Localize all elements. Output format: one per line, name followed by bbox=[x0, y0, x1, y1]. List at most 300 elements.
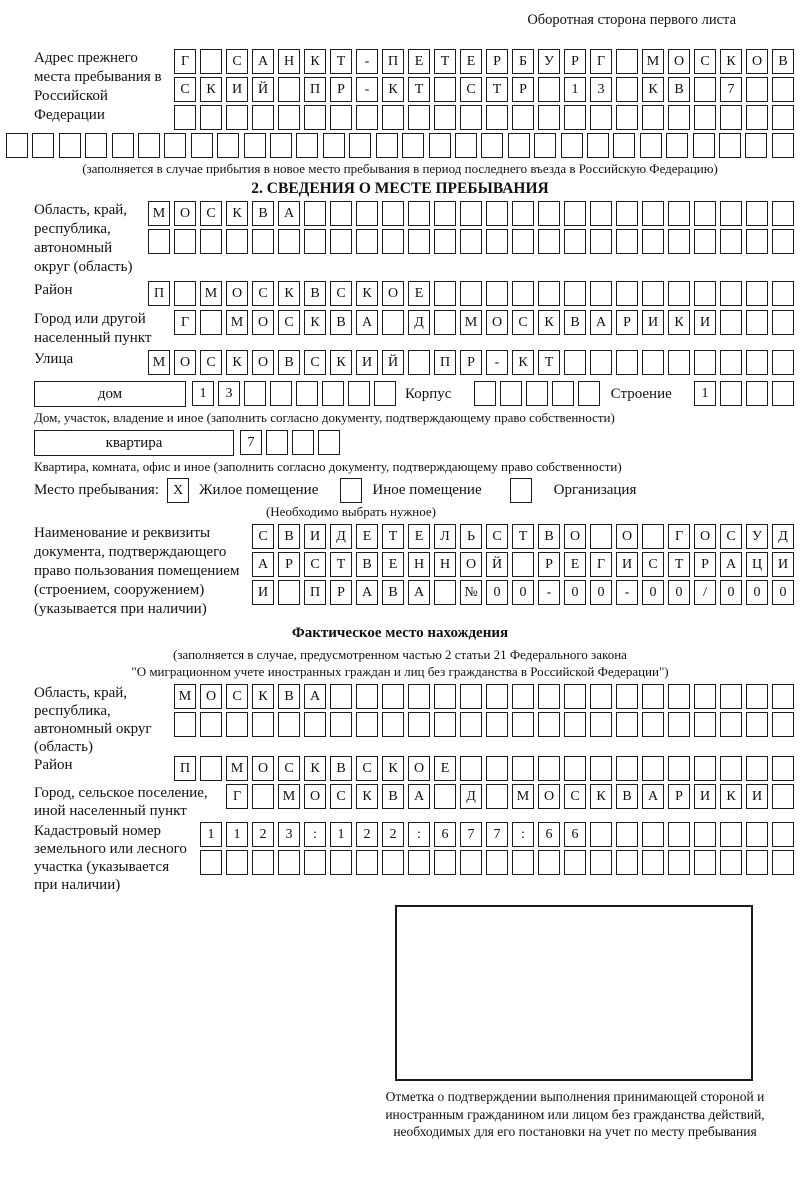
actual-location-note-1: (заполняется в случае, предусмотренном частью 2 статьи 21 Федерального закона bbox=[173, 647, 627, 662]
char-box: 0 bbox=[720, 580, 742, 605]
char-box bbox=[772, 310, 794, 335]
char-box bbox=[508, 133, 530, 158]
char-box bbox=[304, 712, 326, 737]
char-box bbox=[226, 850, 248, 875]
registration-stamp-caption: Отметка о подтверждении выполнения принимающей стороной и иностранным гражданином или лицом без гражданства действий, необходимых для его постановки на учет по месту пребывания bbox=[385, 1089, 765, 1139]
char-box bbox=[455, 133, 477, 158]
char-box bbox=[356, 712, 378, 737]
cadastral-row-2 bbox=[200, 850, 794, 875]
char-box bbox=[304, 229, 326, 254]
char-box bbox=[200, 49, 222, 74]
street-row bbox=[148, 350, 794, 375]
char-box bbox=[200, 712, 222, 737]
char-box: И bbox=[304, 524, 326, 549]
char-box: К bbox=[590, 784, 612, 809]
char-box: О bbox=[382, 281, 404, 306]
char-box: Р bbox=[460, 350, 482, 375]
char-box bbox=[642, 350, 664, 375]
char-box bbox=[278, 712, 300, 737]
char-box: Й bbox=[382, 350, 404, 375]
house-block bbox=[6, 381, 794, 407]
char-box: О bbox=[460, 552, 482, 577]
char-box bbox=[200, 756, 222, 781]
char-box bbox=[376, 133, 398, 158]
char-box bbox=[616, 49, 638, 74]
actual-location-note-2: "О миграционном учете иностранных граждан и лиц без гражданства в Российской Федерации") bbox=[131, 664, 669, 679]
char-box bbox=[330, 684, 352, 709]
previous-address-note: (заполняется в случае прибытия в новое место пребывания в период последнего въезда в Российскую Федерацию) bbox=[82, 161, 718, 176]
char-box: В bbox=[772, 49, 794, 74]
char-box: 0 bbox=[772, 580, 794, 605]
char-box: : bbox=[408, 822, 430, 847]
char-box: А bbox=[356, 580, 378, 605]
char-box bbox=[720, 756, 742, 781]
char-box bbox=[746, 850, 768, 875]
char-box: В bbox=[278, 350, 300, 375]
char-box: Г bbox=[668, 524, 690, 549]
char-box: О bbox=[694, 524, 716, 549]
char-box bbox=[296, 381, 318, 406]
char-box: К bbox=[330, 350, 352, 375]
char-box bbox=[434, 850, 456, 875]
char-box bbox=[304, 105, 326, 130]
char-box bbox=[434, 310, 456, 335]
char-box bbox=[460, 281, 482, 306]
char-box: Р bbox=[616, 310, 638, 335]
char-box: О bbox=[174, 201, 196, 226]
char-box: 1 bbox=[226, 822, 248, 847]
stay-option-checkbox-organization bbox=[510, 478, 532, 503]
actual-location-title: Фактическое место нахождения bbox=[291, 625, 509, 641]
char-box bbox=[217, 133, 239, 158]
char-box bbox=[746, 381, 768, 406]
char-box bbox=[252, 229, 274, 254]
char-box bbox=[486, 712, 508, 737]
char-box: М bbox=[642, 49, 664, 74]
char-box: О bbox=[226, 281, 248, 306]
char-box: М bbox=[174, 684, 196, 709]
char-box bbox=[304, 201, 326, 226]
previous-address-row-3 bbox=[174, 105, 794, 130]
char-box bbox=[590, 756, 612, 781]
char-box: О bbox=[746, 49, 768, 74]
char-box: В bbox=[278, 684, 300, 709]
char-box: Е bbox=[408, 524, 430, 549]
char-box bbox=[434, 712, 456, 737]
char-box: - bbox=[538, 580, 560, 605]
char-box bbox=[252, 712, 274, 737]
char-box: С bbox=[564, 784, 586, 809]
char-box bbox=[772, 133, 794, 158]
char-box bbox=[590, 229, 612, 254]
char-box bbox=[278, 850, 300, 875]
char-box bbox=[720, 822, 742, 847]
char-box bbox=[720, 201, 742, 226]
char-box bbox=[642, 201, 664, 226]
char-box: О bbox=[408, 756, 430, 781]
city-label: Город или другой населенный пункт bbox=[34, 311, 152, 346]
char-box: 6 bbox=[564, 822, 586, 847]
char-box bbox=[512, 105, 534, 130]
char-box bbox=[512, 201, 534, 226]
char-box bbox=[552, 381, 574, 406]
char-box bbox=[486, 756, 508, 781]
char-box: А bbox=[278, 201, 300, 226]
char-box bbox=[349, 133, 371, 158]
char-box: А bbox=[408, 580, 430, 605]
char-box: И bbox=[642, 310, 664, 335]
char-box bbox=[434, 77, 456, 102]
char-box: А bbox=[304, 684, 326, 709]
char-box bbox=[564, 201, 586, 226]
char-box: С bbox=[304, 350, 326, 375]
char-box: Г bbox=[174, 49, 196, 74]
char-box bbox=[587, 133, 609, 158]
char-box bbox=[590, 712, 612, 737]
stay-option-checkbox-other bbox=[340, 478, 362, 503]
char-box: Е bbox=[408, 281, 430, 306]
char-box: М bbox=[278, 784, 300, 809]
char-box bbox=[356, 229, 378, 254]
char-box: С bbox=[694, 49, 716, 74]
char-box bbox=[486, 201, 508, 226]
char-box bbox=[500, 381, 522, 406]
char-box bbox=[772, 850, 794, 875]
city-block bbox=[6, 310, 794, 348]
char-box: О bbox=[564, 524, 586, 549]
char-box: Т bbox=[538, 350, 560, 375]
char-box: К bbox=[304, 310, 326, 335]
char-box: В bbox=[616, 784, 638, 809]
char-box: С bbox=[330, 281, 352, 306]
char-box bbox=[534, 133, 556, 158]
char-box bbox=[640, 133, 662, 158]
char-box: К bbox=[382, 77, 404, 102]
char-box: В bbox=[330, 756, 352, 781]
char-box: К bbox=[226, 350, 248, 375]
char-box bbox=[460, 684, 482, 709]
char-box: К bbox=[512, 350, 534, 375]
char-box bbox=[564, 850, 586, 875]
char-box bbox=[642, 850, 664, 875]
char-box: Г bbox=[174, 310, 196, 335]
char-box bbox=[590, 822, 612, 847]
char-box bbox=[330, 105, 352, 130]
char-box: Н bbox=[434, 552, 456, 577]
char-box bbox=[112, 133, 134, 158]
right-document-row-3 bbox=[252, 580, 794, 605]
char-box: В bbox=[538, 524, 560, 549]
char-box bbox=[746, 684, 768, 709]
char-box: К bbox=[538, 310, 560, 335]
char-box: 2 bbox=[382, 822, 404, 847]
char-box bbox=[694, 850, 716, 875]
char-box: 2 bbox=[252, 822, 274, 847]
char-box: К bbox=[356, 784, 378, 809]
char-box bbox=[85, 133, 107, 158]
char-box: 7 bbox=[460, 822, 482, 847]
house-word-box: дом bbox=[34, 381, 186, 407]
char-box bbox=[668, 281, 690, 306]
char-box: М bbox=[148, 350, 170, 375]
char-box bbox=[720, 712, 742, 737]
char-box bbox=[590, 684, 612, 709]
char-box bbox=[148, 229, 170, 254]
char-box bbox=[772, 822, 794, 847]
char-box: К bbox=[226, 201, 248, 226]
house-number-row bbox=[192, 381, 396, 406]
char-box: Н bbox=[278, 49, 300, 74]
char-box bbox=[226, 712, 248, 737]
char-box bbox=[564, 684, 586, 709]
char-box bbox=[408, 229, 430, 254]
char-box: И bbox=[616, 552, 638, 577]
char-box bbox=[486, 684, 508, 709]
char-box bbox=[590, 201, 612, 226]
char-box bbox=[616, 684, 638, 709]
char-box: 0 bbox=[564, 580, 586, 605]
char-box: В bbox=[668, 77, 690, 102]
char-box bbox=[538, 229, 560, 254]
actual-region-label: Область, край, республика, автономный округ (область) bbox=[34, 685, 152, 755]
char-box bbox=[666, 133, 688, 158]
char-box: С bbox=[642, 552, 664, 577]
char-box: 0 bbox=[642, 580, 664, 605]
char-box bbox=[564, 756, 586, 781]
char-box bbox=[719, 133, 741, 158]
char-box bbox=[590, 850, 612, 875]
stroenie-label: Строение bbox=[610, 386, 672, 402]
char-box bbox=[694, 822, 716, 847]
stay-type-block bbox=[6, 478, 794, 503]
char-box: П bbox=[304, 580, 326, 605]
char-box: Р bbox=[330, 77, 352, 102]
previous-address-row-4 bbox=[6, 133, 794, 158]
char-box bbox=[460, 105, 482, 130]
char-box bbox=[382, 712, 404, 737]
char-box: К bbox=[642, 77, 664, 102]
char-box bbox=[382, 684, 404, 709]
cadastral-block bbox=[6, 822, 794, 894]
char-box bbox=[356, 105, 378, 130]
char-box: О bbox=[252, 310, 274, 335]
char-box: Т bbox=[512, 524, 534, 549]
char-box bbox=[746, 201, 768, 226]
actual-region-block bbox=[6, 684, 794, 756]
char-box bbox=[616, 229, 638, 254]
char-box: Ц bbox=[746, 552, 768, 577]
char-box bbox=[348, 381, 370, 406]
char-box: Е bbox=[382, 552, 404, 577]
char-box: С bbox=[200, 350, 222, 375]
char-box: Е bbox=[434, 756, 456, 781]
char-box: О bbox=[486, 310, 508, 335]
char-box: 3 bbox=[218, 381, 240, 406]
char-box: 0 bbox=[746, 580, 768, 605]
char-box bbox=[486, 105, 508, 130]
right-document-row-1 bbox=[252, 524, 794, 549]
char-box bbox=[642, 712, 664, 737]
char-box bbox=[191, 133, 213, 158]
char-box: / bbox=[694, 580, 716, 605]
char-box: Д bbox=[330, 524, 352, 549]
char-box bbox=[720, 381, 742, 406]
char-box bbox=[278, 580, 300, 605]
char-box: Т bbox=[434, 49, 456, 74]
char-box bbox=[745, 133, 767, 158]
region-block bbox=[6, 201, 794, 277]
char-box bbox=[408, 201, 430, 226]
char-box bbox=[642, 822, 664, 847]
char-box bbox=[174, 712, 196, 737]
char-box: 1 bbox=[192, 381, 214, 406]
char-box bbox=[512, 684, 534, 709]
char-box bbox=[408, 684, 430, 709]
char-box bbox=[374, 381, 396, 406]
char-box: И bbox=[694, 784, 716, 809]
char-box bbox=[330, 712, 352, 737]
char-box: К bbox=[304, 49, 326, 74]
char-box bbox=[244, 381, 266, 406]
char-box bbox=[429, 133, 451, 158]
char-box bbox=[720, 850, 742, 875]
char-box bbox=[512, 712, 534, 737]
char-box bbox=[772, 229, 794, 254]
char-box bbox=[434, 281, 456, 306]
previous-address-label: Адрес прежнего места пребывания в Российской Федерации bbox=[34, 50, 162, 123]
district-block bbox=[6, 281, 794, 306]
char-box: К bbox=[668, 310, 690, 335]
char-box bbox=[486, 281, 508, 306]
char-box bbox=[538, 201, 560, 226]
actual-region-row-1 bbox=[174, 684, 794, 709]
char-box: М bbox=[148, 201, 170, 226]
char-box bbox=[578, 381, 600, 406]
district-label: Район bbox=[34, 282, 73, 298]
apartment-number-row bbox=[240, 430, 340, 455]
actual-region-row-2 bbox=[174, 712, 794, 737]
stay-option-label-dwelling: Жилое помещение bbox=[199, 482, 319, 498]
char-box: 2 bbox=[356, 822, 378, 847]
char-box: С bbox=[200, 201, 222, 226]
char-box: П bbox=[434, 350, 456, 375]
char-box: Р bbox=[668, 784, 690, 809]
char-box bbox=[616, 281, 638, 306]
street-block bbox=[6, 350, 794, 375]
char-box: А bbox=[642, 784, 664, 809]
char-box bbox=[356, 201, 378, 226]
char-box bbox=[226, 105, 248, 130]
char-box bbox=[746, 756, 768, 781]
char-box bbox=[32, 133, 54, 158]
char-box bbox=[382, 310, 404, 335]
char-box bbox=[616, 77, 638, 102]
char-box bbox=[746, 822, 768, 847]
char-box bbox=[481, 133, 503, 158]
char-box bbox=[720, 310, 742, 335]
char-box bbox=[408, 350, 430, 375]
char-box: И bbox=[694, 310, 716, 335]
char-box bbox=[590, 524, 612, 549]
char-box bbox=[526, 381, 548, 406]
char-box bbox=[270, 133, 292, 158]
char-box: 6 bbox=[434, 822, 456, 847]
actual-district-block bbox=[6, 756, 794, 781]
char-box: Й bbox=[486, 552, 508, 577]
char-box: 7 bbox=[240, 430, 262, 455]
char-box: Т bbox=[408, 77, 430, 102]
korpus-label: Корпус bbox=[405, 386, 452, 402]
char-box: К bbox=[252, 684, 274, 709]
char-box bbox=[746, 310, 768, 335]
char-box: К bbox=[382, 756, 404, 781]
right-document-block bbox=[6, 524, 794, 619]
char-box bbox=[138, 133, 160, 158]
apartment-block bbox=[6, 430, 794, 456]
char-box: М bbox=[460, 310, 482, 335]
char-box: И bbox=[746, 784, 768, 809]
char-box: 3 bbox=[278, 822, 300, 847]
char-box bbox=[694, 201, 716, 226]
char-box bbox=[720, 229, 742, 254]
char-box bbox=[772, 784, 794, 809]
char-box bbox=[772, 350, 794, 375]
char-box: К bbox=[278, 281, 300, 306]
char-box: С bbox=[226, 684, 248, 709]
registration-stamp-area bbox=[395, 905, 753, 1081]
char-box bbox=[720, 350, 742, 375]
char-box: М bbox=[200, 281, 222, 306]
char-box bbox=[538, 105, 560, 130]
char-box: 0 bbox=[668, 580, 690, 605]
char-box bbox=[474, 381, 496, 406]
char-box bbox=[356, 850, 378, 875]
char-box bbox=[694, 229, 716, 254]
char-box bbox=[746, 105, 768, 130]
char-box bbox=[200, 310, 222, 335]
stay-type-note: (Необходимо выбрать нужное) bbox=[265, 504, 437, 519]
char-box: А bbox=[356, 310, 378, 335]
char-box: М bbox=[226, 756, 248, 781]
char-box: С bbox=[226, 49, 248, 74]
char-box: В bbox=[356, 552, 378, 577]
char-box: Т bbox=[330, 49, 352, 74]
char-box: О bbox=[252, 350, 274, 375]
char-box: Д bbox=[460, 784, 482, 809]
char-box bbox=[434, 580, 456, 605]
char-box bbox=[642, 756, 664, 781]
char-box: П bbox=[304, 77, 326, 102]
char-box bbox=[278, 105, 300, 130]
char-box bbox=[746, 229, 768, 254]
char-box bbox=[772, 77, 794, 102]
char-box bbox=[720, 281, 742, 306]
char-box bbox=[330, 850, 352, 875]
char-box: : bbox=[512, 822, 534, 847]
stroenie-row bbox=[694, 381, 794, 406]
char-box bbox=[538, 684, 560, 709]
char-box bbox=[278, 77, 300, 102]
char-box bbox=[642, 105, 664, 130]
char-box bbox=[382, 850, 404, 875]
char-box bbox=[668, 684, 690, 709]
char-box bbox=[318, 430, 340, 455]
char-box: - bbox=[486, 350, 508, 375]
char-box: П bbox=[148, 281, 170, 306]
char-box bbox=[694, 77, 716, 102]
char-box bbox=[322, 381, 344, 406]
actual-city-block bbox=[6, 784, 794, 820]
